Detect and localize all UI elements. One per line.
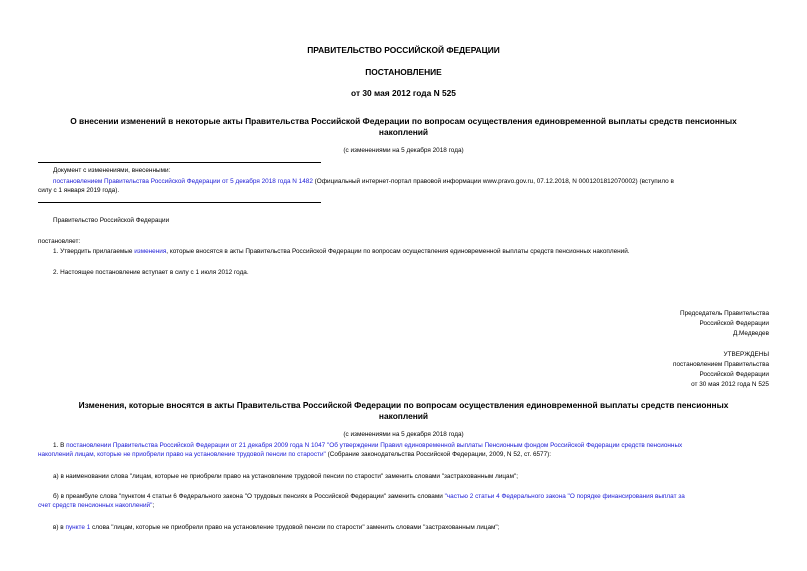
changes-pb-line2: счет средств пенсионных накоплений";	[38, 502, 155, 509]
changes-title-line2: накоплений	[378, 411, 429, 421]
signature-line1: Председатель Правительства	[680, 310, 769, 317]
divider-top	[38, 162, 321, 163]
pb-link[interactable]: "частью 2 статьи 4 Федерального закона "О порядке финансирования выплат за	[444, 493, 685, 500]
approved-line4: от 30 мая 2012 года N 525	[691, 381, 769, 388]
changes-intro: Документ с изменениями, внесенными:	[53, 167, 171, 174]
changes-pa: а) в наименовании слова "лицам, которые не приобрели право на установление трудовой пенсии по старости" заменить словами "застрахованным лицам";	[53, 473, 519, 480]
divider-bottom	[38, 202, 321, 203]
changes-link[interactable]: постановлением Правительства Российской Федерации от 5 декабря 2018 года N 1482	[53, 178, 313, 185]
changes-title-line1: Изменения, которые вносятся в акты Правительства Российской Федерации по вопросам осуществления единовременной выплаты средств пенсионных	[78, 400, 729, 410]
approved-line2: постановлением Правительства	[673, 361, 769, 368]
signature-name: Д.Медведев	[732, 330, 769, 337]
changes-line3: силу с 1 января 2019 года).	[38, 187, 120, 194]
changes-pb-line1: б) в преамбуле слова "пунктом 4 статьи 6 Федерального закона "О трудовых пенсиях в Российской Федерации" заменить словами "частью 2 статьи 4 Федерального закона "О порядке финансирования выплат за	[53, 493, 685, 500]
p1-link-cont[interactable]: накоплений лицам, которые не приобрели право на установление трудовой пенсии по старости"	[38, 451, 326, 458]
revision-note: (с изменениями на 5 декабря 2018 года)	[343, 147, 464, 154]
changes-p1-line2: накоплений лицам, которые не приобрели право на установление трудовой пенсии по старости" (Собрание законодательства Российской Федерации, 2009, N 52, ст. 6577):	[38, 451, 552, 458]
p1-link[interactable]: постановлении Правительства Российской Федерации от 21 декабря 2009 года N 1047 "Об утверждении Правил единовременной выплаты Пенсионным фондом Российской Федерации средств пенсионных	[66, 442, 683, 449]
changes-pc: в) в пункте 1 слова "лицам, которые не приобрели право на установление трудовой пенсии по старости" заменить словами "застрахованным лицам";	[53, 524, 500, 531]
item-1: 1. Утвердить прилагаемые изменения, которые вносятся в акты Правительства Российской Федерации по вопросам осуществления единовременной выплаты средств пенсионных накоплений.	[53, 248, 630, 255]
approved-line3: Российской Федерации	[699, 371, 769, 378]
pc-link[interactable]: пункте 1	[65, 524, 91, 531]
changes-line2: постановлением Правительства Российской Федерации от 5 декабря 2018 года N 1482 (Официальный интернет-портал правовой информации www.pravo.gov.ru, 07.12.2018, N 0001201812070002) (вступило в	[53, 178, 674, 185]
item-2: 2. Настоящее постановление вступает в силу с 1 июля 2012 года.	[53, 269, 249, 276]
doc-date-number: от 30 мая 2012 года N 525	[351, 88, 456, 98]
changes-revision-note: (с изменениями на 5 декабря 2018 года)	[343, 431, 464, 438]
government-label: Правительство Российской Федерации	[53, 217, 170, 224]
decides-label: постановляет:	[38, 238, 81, 245]
changes-p1-line1: 1. В постановлении Правительства Российской Федерации от 21 декабря 2009 года N 1047 "Об утверждении Правил единовременной выплаты Пенсионным фондом Российской Федерации средств пенсионных	[53, 442, 683, 449]
doc-title-line2: накоплений	[378, 127, 429, 137]
doc-type: ПОСТАНОВЛЕНИЕ	[365, 67, 442, 77]
approved-line1: УТВЕРЖДЕНЫ	[723, 351, 769, 358]
signature-line2: Российской Федерации	[699, 320, 769, 327]
item-1-link[interactable]: изменения	[134, 248, 167, 255]
doc-title-line1: О внесении изменений в некоторые акты Правительства Российской Федерации по вопросам осуществления единовременной выплаты средств пенсионных	[70, 116, 737, 126]
org-name: ПРАВИТЕЛЬСТВО РОССИЙСКОЙ ФЕДЕРАЦИИ	[307, 45, 500, 55]
pb-link-cont[interactable]: счет средств пенсионных накоплений"	[38, 502, 153, 509]
